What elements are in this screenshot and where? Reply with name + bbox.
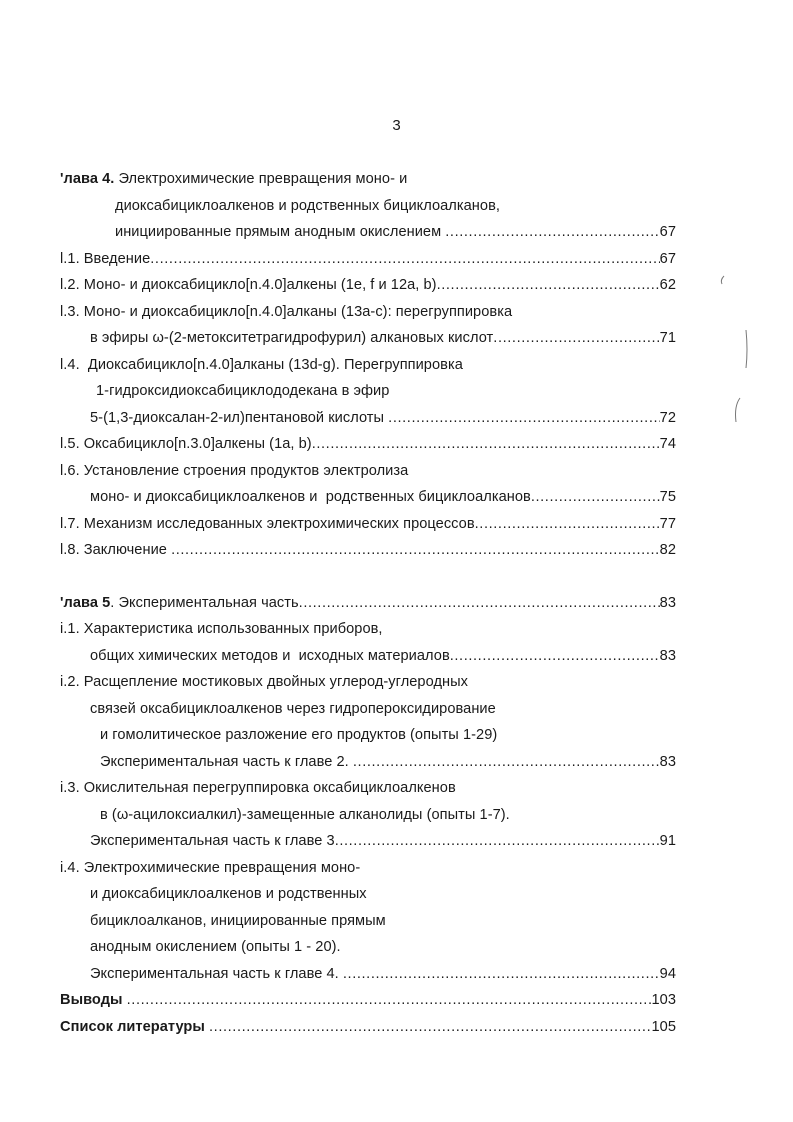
page-number: 3 [392, 117, 401, 134]
toc-entry-text [60, 272, 437, 299]
toc-entry-s5-3b [60, 802, 676, 829]
dot-leader [127, 987, 652, 1014]
toc-entry-title: Расщепление мостиковых двойных углерод-углеродных [79, 674, 468, 690]
toc-entry-number: l.7. [60, 515, 80, 532]
toc-entry-s4-5 [60, 431, 676, 458]
dot-leader [209, 1014, 651, 1041]
toc-entry-title: бициклоалканов, инициированные прямым [90, 912, 386, 929]
toc-entry-title: Введение [79, 250, 151, 267]
toc-entry-title: и диоксабициклоалкенов и родственных [90, 886, 367, 902]
toc-entry-conclusions [60, 987, 676, 1014]
dot-leader [450, 643, 660, 670]
toc-entry-text [60, 511, 475, 538]
toc-entry-page-number: 72 [659, 409, 676, 426]
dot-leader [171, 537, 660, 564]
toc-entry-number: l.8. [60, 542, 80, 558]
toc-entry-text [60, 246, 150, 273]
toc-entry-number: i.3. [60, 780, 80, 796]
toc-entry-title: моно- и диоксабициклоалкенов и родственных бициклоалканов [90, 489, 531, 505]
toc-entry-page-number: 74 [659, 436, 676, 452]
toc-entry-s4-7 [60, 511, 676, 538]
toc-entry-text [90, 643, 450, 670]
dot-leader [299, 590, 660, 617]
toc-entry-title: анодным окислением (опыты 1 - 20). [90, 939, 341, 955]
toc-entry-page-number: 83 [659, 594, 676, 611]
toc-entry-number: i.1. [60, 621, 80, 637]
dot-leader [335, 828, 660, 855]
toc-entry-text [115, 198, 500, 214]
toc-entry-s5-1a [60, 616, 676, 643]
toc-entry-number: l.2. [60, 277, 80, 293]
toc-entry-title: 1-гидроксидиоксабициклододекана в эфир [96, 383, 390, 399]
toc-entry-text [90, 913, 386, 929]
toc-entry-page-number: 82 [659, 542, 676, 558]
toc-entry-s4-6b [60, 484, 676, 511]
toc-entry-text [90, 939, 341, 955]
toc-entry-s4-2 [60, 272, 676, 299]
toc-entry-s4-4c [60, 405, 676, 432]
toc-entry-title: в (ω-ацилоксиалкил)-замещенные алканолиды (опыты 1-7). [100, 806, 510, 823]
toc-entry-text [90, 961, 343, 988]
toc-entry-title: Экспериментальная часть к главе 4. [90, 965, 343, 982]
toc-entry-ch4-title-3 [60, 219, 676, 246]
dot-leader [531, 484, 660, 511]
toc-entry-number: l.5. [60, 436, 80, 452]
toc-entry-title: Экспериментальная часть к главе 2. [100, 753, 353, 770]
toc-entry-s5-3c [60, 828, 676, 855]
toc-entry-text [96, 383, 389, 399]
toc-entry-title: . Экспериментальная часть [110, 594, 299, 611]
toc-entry-page-number: 94 [659, 965, 676, 982]
toc-entry-ch5-title [60, 590, 676, 617]
toc-entry-title: связей оксабициклоалкенов через гидропероксидирование [90, 700, 496, 717]
toc-entry-text [100, 727, 497, 743]
toc-entry-title: Механизм исследованных электрохимических процессов [79, 515, 475, 532]
dot-leader [437, 272, 660, 299]
toc-entry-page-number: 77 [659, 515, 676, 532]
toc-entry-page-number: 71 [659, 330, 676, 346]
toc-entry-page-number: 75 [659, 489, 676, 505]
toc-entry-title: в эфиры ω-(2-метокситетрагидрофурил) алкановых кислот [90, 330, 494, 346]
toc-entry-text [60, 987, 127, 1014]
toc-entry-title: Заключение [79, 542, 172, 558]
toc-entry-page-number: 83 [659, 753, 676, 770]
toc-entry-number: Список литературы [60, 1018, 205, 1035]
toc-entry-text [90, 828, 335, 855]
toc-entry-title: Установление строения продуктов электролиза [79, 462, 409, 479]
toc-entry-references [60, 1014, 676, 1041]
dot-leader [343, 961, 660, 988]
toc-entry-s5-4d [60, 934, 676, 961]
toc-entry-s5-4e [60, 961, 676, 988]
toc-entry-text [60, 171, 407, 187]
toc-entry-text [90, 405, 388, 432]
toc-entry-text [60, 1014, 209, 1041]
toc-entry-text [60, 674, 468, 690]
toc-entry-s4-3a [60, 299, 676, 326]
toc-entry-number: i.4. [60, 859, 80, 876]
dot-leader [353, 749, 660, 776]
section-gap [60, 564, 676, 590]
toc-entry-page-number: 91 [659, 833, 676, 849]
toc-entry-s4-1 [60, 246, 676, 273]
toc-entry-title: Экспериментальная часть к главе 3 [90, 833, 335, 849]
dot-leader [493, 325, 659, 352]
toc-entry-text [60, 860, 360, 876]
toc-entry-s5-4b [60, 881, 676, 908]
toc-entry-page-number: 67 [659, 224, 676, 240]
toc-entry-number: l.4. [60, 356, 80, 373]
toc-entry-text [115, 219, 445, 246]
toc-entry-s4-4a [60, 352, 676, 379]
toc-entry-title: диоксабициклоалкенов и родственных бициклоалканов, [115, 197, 500, 214]
toc-entry-title: инициированные прямым анодным окислением [115, 224, 446, 240]
toc-entry-number: l.1. [60, 250, 80, 267]
dot-leader [388, 405, 659, 432]
toc-entry-title: Моно- и диоксабицикло[n.4.0]алканы (13a-c): перегруппировка [79, 303, 513, 320]
scan-artifact-mark [716, 270, 756, 430]
toc-entry-page-number: 67 [659, 250, 676, 267]
toc-entry-text [90, 325, 493, 352]
toc-entry-s4-4b [60, 378, 676, 405]
toc-entry-ch4-title-2 [60, 193, 676, 220]
toc-entry-number: l.3. [60, 303, 80, 320]
toc-entry-s5-2c [60, 722, 676, 749]
toc-entry-s5-2d [60, 749, 676, 776]
toc-entry-title: общих химических методов и исходных материалов [90, 647, 450, 664]
toc-entry-page-number: 105 [651, 1018, 676, 1035]
toc-entry-title: Моно- и диоксабицикло[n.4.0]алкены (1e, f и 12a, b) [79, 277, 437, 293]
toc-entry-title: Характеристика использованных приборов, [79, 621, 383, 637]
toc-entry-number: i.2. [60, 674, 80, 690]
dot-leader [150, 246, 659, 273]
toc-entry-text [90, 886, 367, 902]
toc-entry-text [60, 463, 408, 479]
toc-entry-title: Окислительная перегруппировка оксабициклоалкенов [79, 780, 456, 796]
toc-entry-title: и гомолитическое разложение его продуктов (опыты 1-29) [100, 727, 498, 743]
table-of-contents [60, 166, 676, 1040]
toc-entry-number: 'лава 5 [60, 594, 111, 611]
toc-entry-title: 5-(1,3-диоксалан-2-ил)пентановой кислоты [90, 409, 389, 426]
toc-entry-s5-1b [60, 643, 676, 670]
toc-entry-title: Оксабицикло[n.3.0]алкены (1a, b) [79, 436, 312, 452]
toc-entry-s4-3b [60, 325, 676, 352]
toc-entry-s4-6a [60, 458, 676, 485]
toc-entry-title: Диоксабицикло[n.4.0]алканы (13d-g). Перегруппировка [79, 356, 463, 373]
toc-entry-text [60, 357, 463, 373]
toc-entry-number: Выводы [60, 992, 123, 1008]
toc-entry-text [100, 749, 353, 776]
toc-entry-ch4-title-1 [60, 166, 676, 193]
toc-entry-title: Электрохимические превращения моно- и [114, 171, 408, 187]
toc-entry-text [60, 304, 512, 320]
toc-entry-text [60, 431, 312, 458]
toc-entry-text [90, 484, 531, 511]
dot-leader [445, 219, 659, 246]
toc-entry-text [90, 701, 496, 717]
toc-entry-text [60, 621, 383, 637]
toc-entry-title: Электрохимические превращения моно- [79, 859, 361, 876]
toc-entry-s5-4c [60, 908, 676, 935]
toc-entry-s5-2a [60, 669, 676, 696]
toc-entry-s5-2b [60, 696, 676, 723]
toc-entry-text [60, 537, 171, 564]
toc-entry-text [100, 807, 510, 823]
toc-entry-number: 'лава 4. [60, 171, 115, 187]
dot-leader [475, 511, 660, 538]
dot-leader [312, 431, 660, 458]
toc-entry-text [60, 780, 456, 796]
toc-entry-page-number: 83 [659, 647, 676, 664]
toc-entry-page-number: 103 [651, 992, 676, 1008]
toc-entry-text [60, 590, 299, 617]
toc-entry-number: l.6. [60, 462, 80, 479]
toc-entry-s5-4a [60, 855, 676, 882]
toc-entry-s4-8 [60, 537, 676, 564]
toc-entry-s5-3a [60, 775, 676, 802]
toc-entry-page-number: 62 [659, 277, 676, 293]
